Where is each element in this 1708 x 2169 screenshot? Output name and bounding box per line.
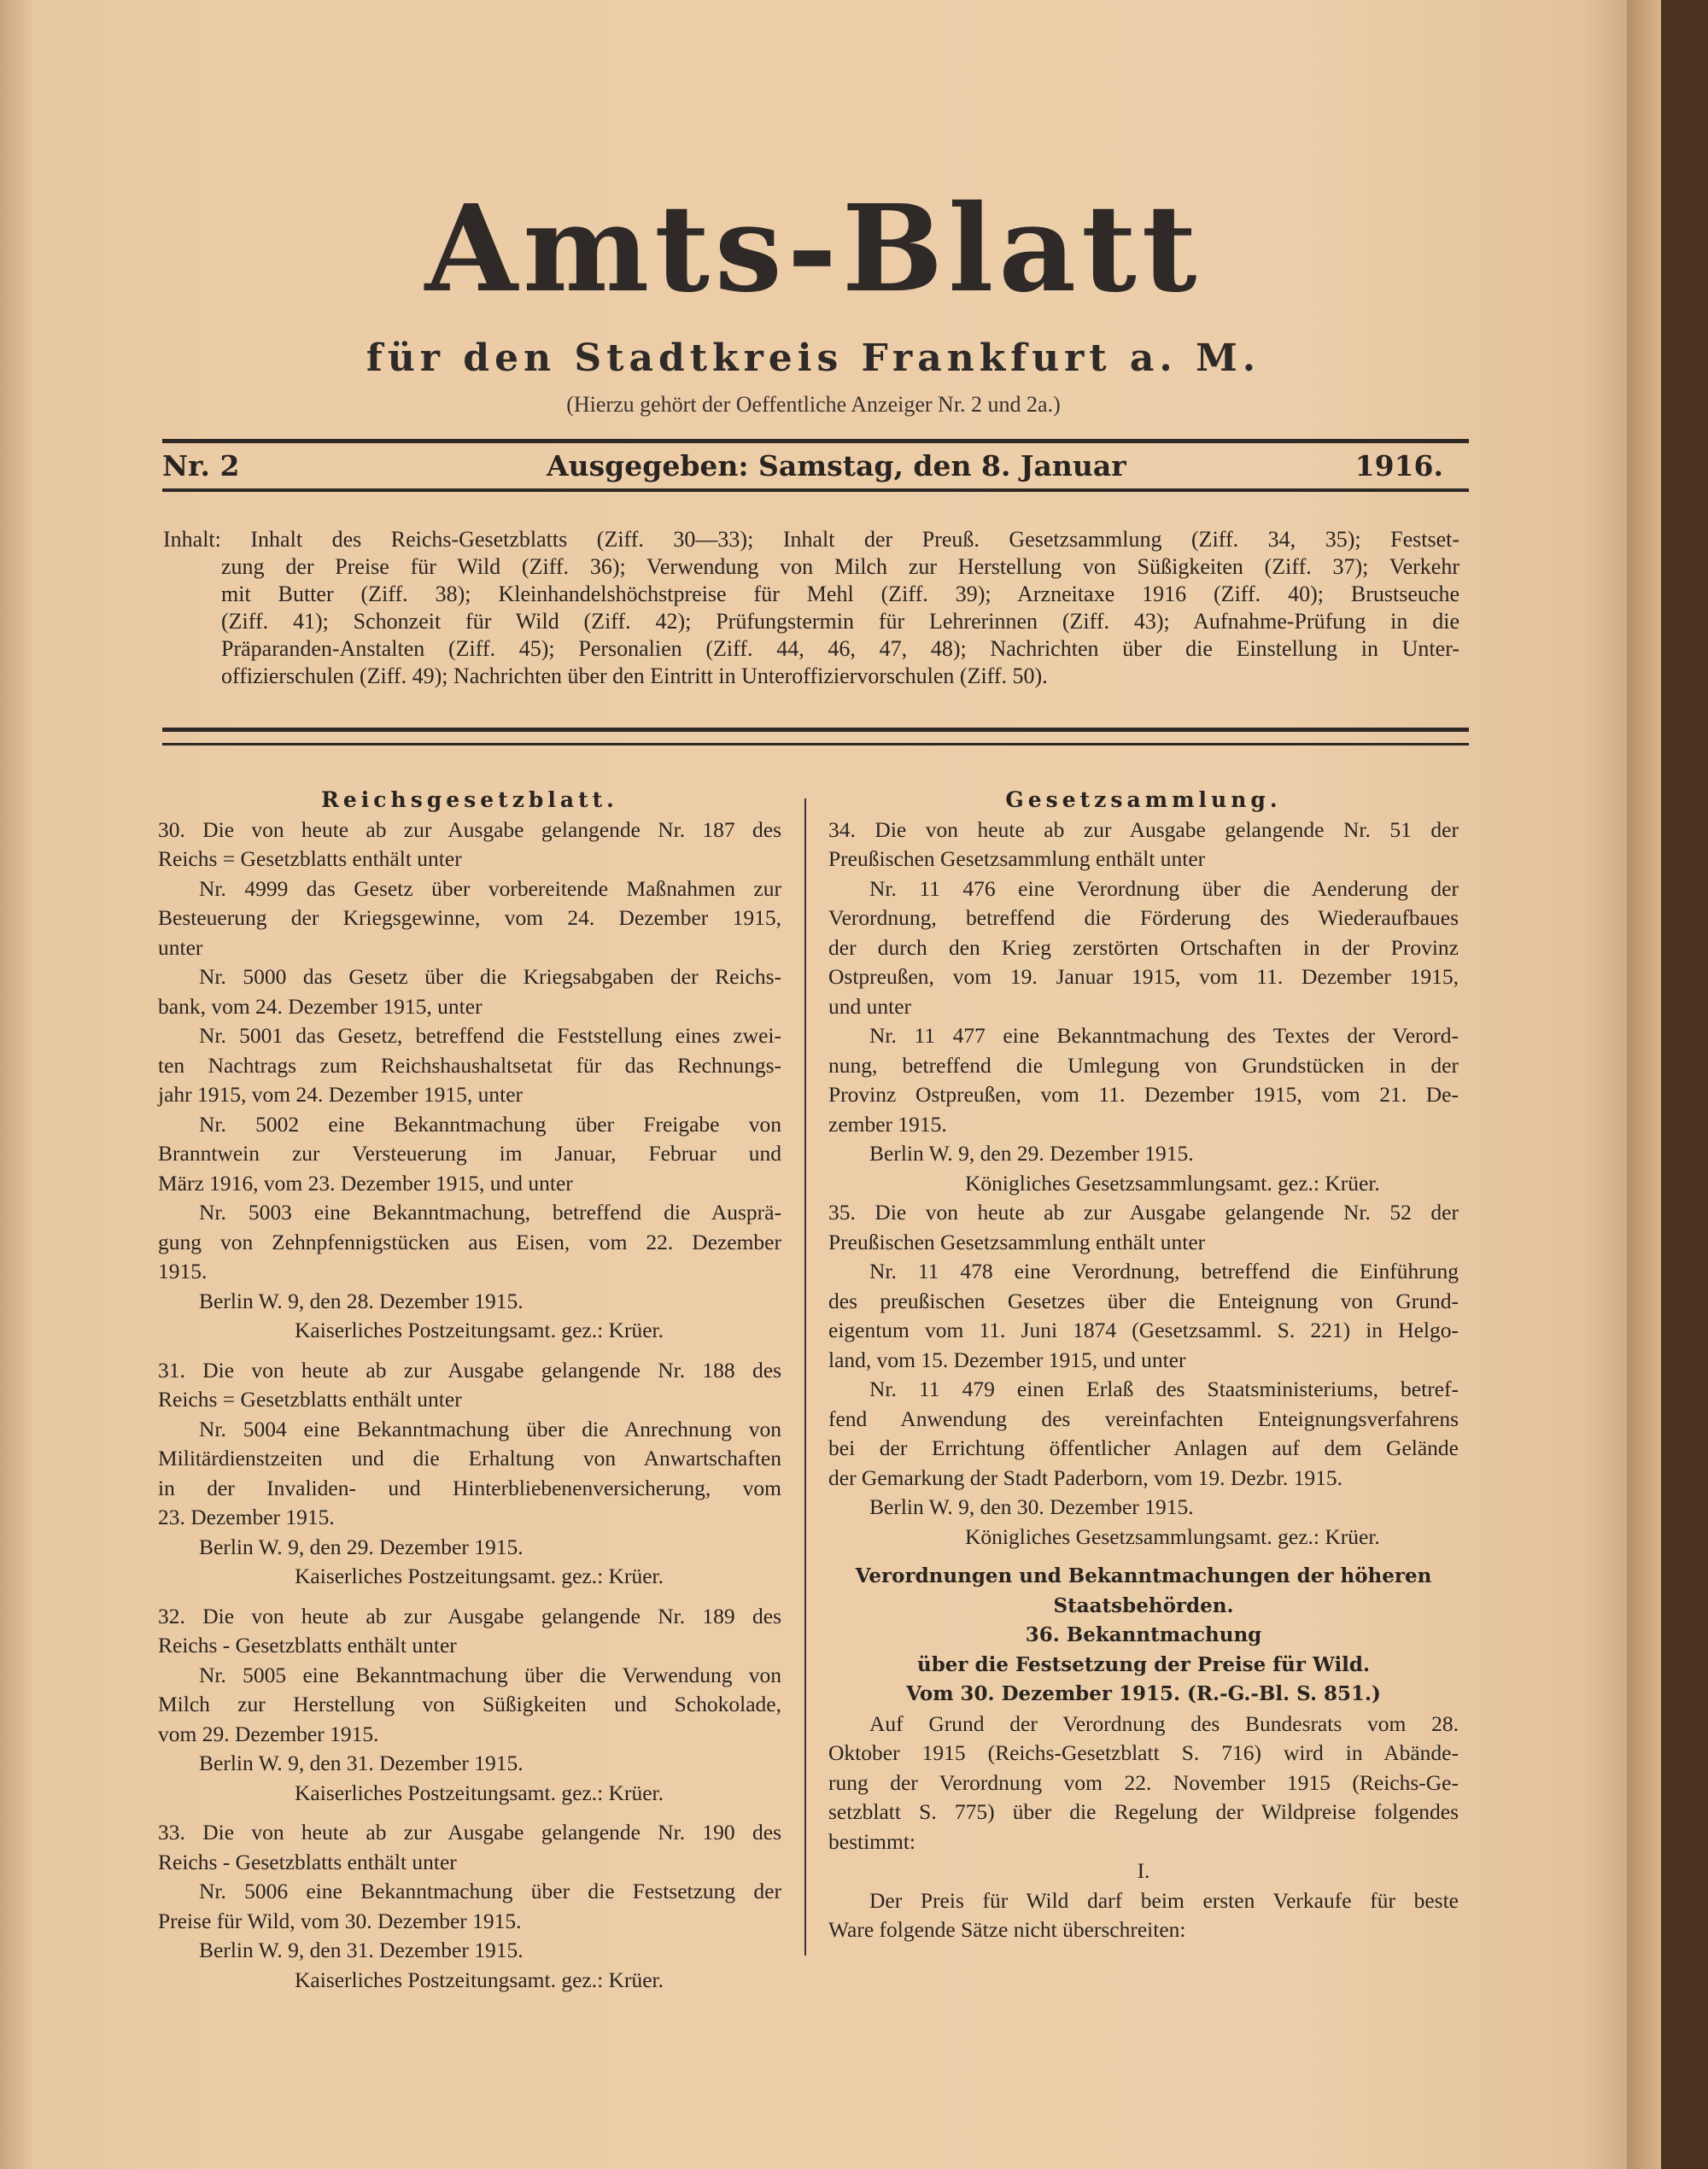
- text-line: Königliches Gesetzsammlungsamt. gez.: Krüer.: [965, 1523, 1380, 1549]
- text-line: Auf Grund der Verordnung des Bundesrats vom 28.: [869, 1710, 1459, 1736]
- right-column: [828, 786, 1459, 1945]
- text-line: Nr. 11 477 eine Bekanntmachung des Textes der Verord-: [869, 1023, 1459, 1048]
- text-line: Nr. 5006 eine Bekanntmachung über die Festsetzung der: [199, 1879, 781, 1903]
- text-line: Der Preis für Wild darf beim ersten Verkaufe für beste: [869, 1887, 1459, 1913]
- text-line: fend Anwendung des vereinfachten Enteignungsverfahrens: [828, 1406, 1459, 1431]
- issue-line: [162, 449, 1460, 487]
- text-line: Provinz Ostpreußen, vom 11. Dezember 1915, vom 21. De-: [828, 1082, 1459, 1107]
- paragraph: [158, 1661, 781, 1750]
- text-line: Kaiserliches Postzeitungsamt. gez.: Krüer.: [295, 1318, 664, 1342]
- text-line: Nr. 11 476 eine Verordnung über die Aenderung der: [869, 875, 1459, 901]
- signature: [828, 1523, 1459, 1552]
- paragraph: [828, 1621, 1459, 1651]
- text-line: über die Festsetzung der Preise für Wild.: [916, 1652, 1371, 1676]
- text-line: Vom 30. Dezember 1915. (R.-G.-Bl. S. 851.): [906, 1682, 1381, 1705]
- text-line: Ware folgende Sätze nicht überschreiten:: [828, 1917, 1186, 1942]
- paragraph: [828, 1021, 1459, 1139]
- text-line: Reichs - Gesetzblatts enthält unter: [158, 1849, 457, 1874]
- paragraph: [828, 874, 1459, 1022]
- text-line: Berlin W. 9, den 31. Dezember 1915.: [199, 1751, 524, 1775]
- text-line: Besteuerung der Kriegsgewinne, vom 24. Dezember 1915,: [158, 905, 781, 930]
- paragraph: [828, 1139, 1459, 1169]
- text-line: eigentum vom 11. Juni 1874 (Gesetzsamml. S. 221) in Helgo-: [828, 1318, 1459, 1342]
- masthead-subtitle: für den Stadtkreis Frankfurt a. M.: [366, 336, 1261, 380]
- text-line: nung, betreffend die Umlegung von Grundstücken in der: [828, 1052, 1459, 1078]
- text-line: Kaiserliches Postzeitungsamt. gez.: Krüer.: [295, 1780, 664, 1805]
- paragraph: [828, 1886, 1459, 1945]
- left-column: [158, 786, 781, 1995]
- rule-issue-bottom: [162, 488, 1469, 492]
- paragraph: [158, 1021, 781, 1110]
- text-line: Berlin W. 9, den 29. Dezember 1915.: [869, 1141, 1194, 1166]
- text-line: Preußischen Gesetzsammlung enthält unter: [828, 1229, 1206, 1254]
- text-line: land, vom 15. Dezember 1915, und unter: [828, 1347, 1186, 1372]
- binding-background: [1661, 0, 1708, 2169]
- text-line: rung der Verordnung vom 22. November 1915 (Reichs-Ge-: [828, 1769, 1459, 1795]
- paragraph: [158, 874, 781, 963]
- column-divider: [804, 798, 806, 1956]
- paragraph: [158, 962, 781, 1021]
- text-line: bank, vom 24. Dezember 1915, unter: [158, 993, 483, 1019]
- rule-top: [162, 439, 1469, 443]
- text-line: des preußischen Gesetzes über die Enteignung von Grund-: [828, 1288, 1459, 1313]
- paragraph: [158, 1287, 781, 1317]
- text-line: unter: [158, 934, 203, 960]
- text-line: Reichsgesetzblatt.: [321, 787, 618, 812]
- paragraph: [828, 1710, 1459, 1857]
- text-line: der durch den Krieg zerstörten Ortschaften in der Provinz: [828, 934, 1459, 960]
- contents-line: zung der Preise für Wild (Ziff. 36); Verwendung von Milch zur Herstellung von Süßigkeiten (Ziff. 37); Verkehr: [221, 554, 1459, 579]
- paragraph: [158, 1415, 781, 1533]
- text-line: Königliches Gesetzsammlungsamt. gez.: Krüer.: [965, 1170, 1380, 1196]
- issue-year: 1916.: [1354, 449, 1443, 482]
- paragraph: [158, 1533, 781, 1563]
- text-line: Preise für Wild, vom 30. Dezember 1915.: [158, 1908, 522, 1933]
- text-line: Branntwein zur Versteuerung im Januar, Februar und: [158, 1141, 781, 1166]
- paragraph: [158, 1356, 781, 1415]
- text-line: Ostpreußen, vom 19. Januar 1915, vom 11. Dezember 1915,: [828, 964, 1459, 989]
- text-line: Oktober 1915 (Reichs-Gesetzblatt S. 716) wird in Abände-: [828, 1740, 1459, 1765]
- text-line: 35. Die von heute ab zur Ausgabe gelangende Nr. 52 der: [828, 1200, 1459, 1225]
- text-line: Reichs = Gesetzblatts enthält unter: [158, 1387, 462, 1412]
- paragraph: [828, 1375, 1459, 1493]
- paragraph: [158, 1602, 781, 1661]
- paragraph: [828, 816, 1459, 874]
- text-line: I.: [1137, 1858, 1150, 1883]
- text-line: der Gemarkung der Stadt Paderborn, vom 19. Dezbr. 1915.: [828, 1465, 1342, 1490]
- signature: [828, 1169, 1459, 1199]
- text-line: Nr. 5004 eine Bekanntmachung über die Anrechnung von: [199, 1416, 781, 1441]
- text-line: bestimmt:: [828, 1828, 915, 1854]
- text-line: Nr. 11 479 einen Erlaß des Staatsministeriums, betref-: [869, 1377, 1459, 1401]
- paragraph: [158, 1818, 781, 1877]
- paragraph: [828, 1493, 1459, 1523]
- text-line: Berlin W. 9, den 31. Dezember 1915.: [199, 1938, 524, 1962]
- text-line: Reichs = Gesetzblatts enthält unter: [158, 846, 462, 871]
- contents-line: Präparanden-Anstalten (Ziff. 45); Personalien (Ziff. 44, 46, 47, 48); Nachrichten über die Einstellung in Unter-: [221, 636, 1459, 661]
- text-line: Nr. 5003 eine Bekanntmachung, betreffend die Ausprä-: [199, 1200, 781, 1225]
- paragraph: [158, 1749, 781, 1779]
- text-line: Reichs - Gesetzblatts enthält unter: [158, 1633, 457, 1657]
- paragraph: [158, 1110, 781, 1199]
- text-line: Berlin W. 9, den 30. Dezember 1915.: [869, 1494, 1194, 1519]
- text-line: Verordnung, betreffend die Förderung des Wiederaufbaues: [828, 905, 1459, 930]
- contents-line: Inhalt: Inhalt des Reichs-Gesetzblatts (Ziff. 30—33); Inhalt der Preuß. Gesetzsammlung (Ziff. 34, 35); Festset-: [163, 527, 1459, 552]
- paragraph: [828, 1257, 1459, 1375]
- text-line: Preußischen Gesetzsammlung enthält unter: [828, 846, 1206, 871]
- masthead-title: Amts-Blatt: [424, 179, 1202, 319]
- text-line: setzblatt S. 775) über die Regelung der Wildpreise folgendes: [828, 1799, 1459, 1824]
- text-line: Berlin W. 9, den 29. Dezember 1915.: [199, 1534, 524, 1559]
- masthead-note: (Hierzu gehört der Oeffentliche Anzeiger Nr. 2 und 2a.): [566, 392, 1061, 417]
- text-line: 36. Bekanntmachung: [1025, 1623, 1262, 1646]
- paragraph: [828, 1562, 1459, 1621]
- rule-contents-bottom: [162, 743, 1469, 745]
- section-heading: [158, 786, 781, 816]
- paragraph: [158, 1936, 781, 1966]
- contents-line: (Ziff. 41); Schonzeit für Wild (Ziff. 42); Prüfungstermin für Lehrerinnen (Ziff. 43); Aufnahme-Prüfung in die: [221, 609, 1459, 634]
- text-line: 34. Die von heute ab zur Ausgabe gelangende Nr. 51 der: [828, 816, 1459, 842]
- page-edge: [1627, 0, 1661, 2169]
- text-line: und unter: [828, 993, 912, 1019]
- text-line: jahr 1915, vom 24. Dezember 1915, unter: [158, 1082, 524, 1107]
- text-line: Staatsbehörden.: [1053, 1593, 1234, 1617]
- text-line: bei der Errichtung öffentlicher Anlagen auf dem Gelände: [828, 1435, 1459, 1460]
- text-line: 23. Dezember 1915.: [158, 1505, 335, 1529]
- signature: [158, 1316, 781, 1346]
- text-line: 32. Die von heute ab zur Ausgabe gelangende Nr. 189 des: [158, 1603, 781, 1628]
- text-line: vom 29. Dezember 1915.: [158, 1721, 379, 1746]
- text-line: gung von Zehnpfennigstücken aus Eisen, vom 22. Dezember: [158, 1229, 781, 1254]
- text-line: 31. Die von heute ab zur Ausgabe gelangende Nr. 188 des: [158, 1357, 781, 1383]
- signature: [158, 1779, 781, 1809]
- contents-line: offizierschulen (Ziff. 49); Nachrichten über den Eintritt in Unteroffiziervorschulen (Ziff. 50).: [221, 664, 1048, 688]
- section-heading: [828, 786, 1459, 816]
- text-line: Kaiserliches Postzeitungsamt. gez.: Krüer.: [295, 1564, 664, 1588]
- issue-number: Nr. 2: [162, 449, 240, 482]
- text-line: Gesetzsammlung.: [1005, 787, 1282, 812]
- text-line: zember 1915.: [828, 1111, 947, 1137]
- text-line: Nr. 5000 das Gesetz über die Kriegsabgaben der Reichs-: [199, 964, 781, 989]
- text-line: ten Nachtrags zum Reichshaushaltsetat für das Rechnungs-: [158, 1052, 781, 1078]
- paragraph: [158, 1877, 781, 1936]
- table-of-contents: [163, 526, 1459, 690]
- rule-contents-top: [162, 728, 1469, 732]
- text-line: Verordnungen und Bekanntmachungen der höheren: [855, 1564, 1432, 1587]
- paragraph: [828, 1856, 1459, 1886]
- text-line: Nr. 11 478 eine Verordnung, betreffend die Einführung: [869, 1259, 1459, 1283]
- issue-date: Ausgegeben: Samstag, den 8. Januar: [547, 449, 1126, 482]
- paragraph: [158, 816, 781, 874]
- text-line: 30. Die von heute ab zur Ausgabe gelangende Nr. 187 des: [158, 816, 781, 842]
- text-line: 33. Die von heute ab zur Ausgabe gelangende Nr. 190 des: [158, 1820, 781, 1845]
- text-line: Milch zur Herstellung von Süßigkeiten und Schokolade,: [158, 1692, 781, 1716]
- text-line: 1915.: [158, 1259, 208, 1283]
- text-line: Nr. 5005 eine Bekanntmachung über die Verwendung von: [199, 1662, 781, 1687]
- text-line: Berlin W. 9, den 28. Dezember 1915.: [199, 1288, 524, 1313]
- signature: [158, 1562, 781, 1592]
- text-line: Militärdienstzeiten und die Erhaltung von Anwartschaften: [158, 1446, 781, 1470]
- paragraph: [828, 1651, 1459, 1710]
- contents-line: mit Butter (Ziff. 38); Kleinhandelshöchstpreise für Mehl (Ziff. 39); Arzneitaxe 1916 (Ziff. 40); Brustseuche: [221, 582, 1459, 606]
- text-line: in der Invaliden- und Hinterbliebenenversicherung, vom: [158, 1475, 781, 1500]
- text-line: Nr. 5001 das Gesetz, betreffend die Feststellung eines zwei-: [199, 1023, 781, 1048]
- paragraph: [828, 1198, 1459, 1257]
- text-line: Nr. 5002 eine Bekanntmachung über Freigabe von: [199, 1111, 781, 1137]
- text-line: Nr. 4999 das Gesetz über vorbereitende Maßnahmen zur: [199, 875, 781, 901]
- text-line: März 1916, vom 23. Dezember 1915, und unter: [158, 1170, 573, 1196]
- paragraph: [158, 1198, 781, 1287]
- text-line: Kaiserliches Postzeitungsamt. gez.: Krüer.: [295, 1967, 664, 1992]
- signature: [158, 1966, 781, 1996]
